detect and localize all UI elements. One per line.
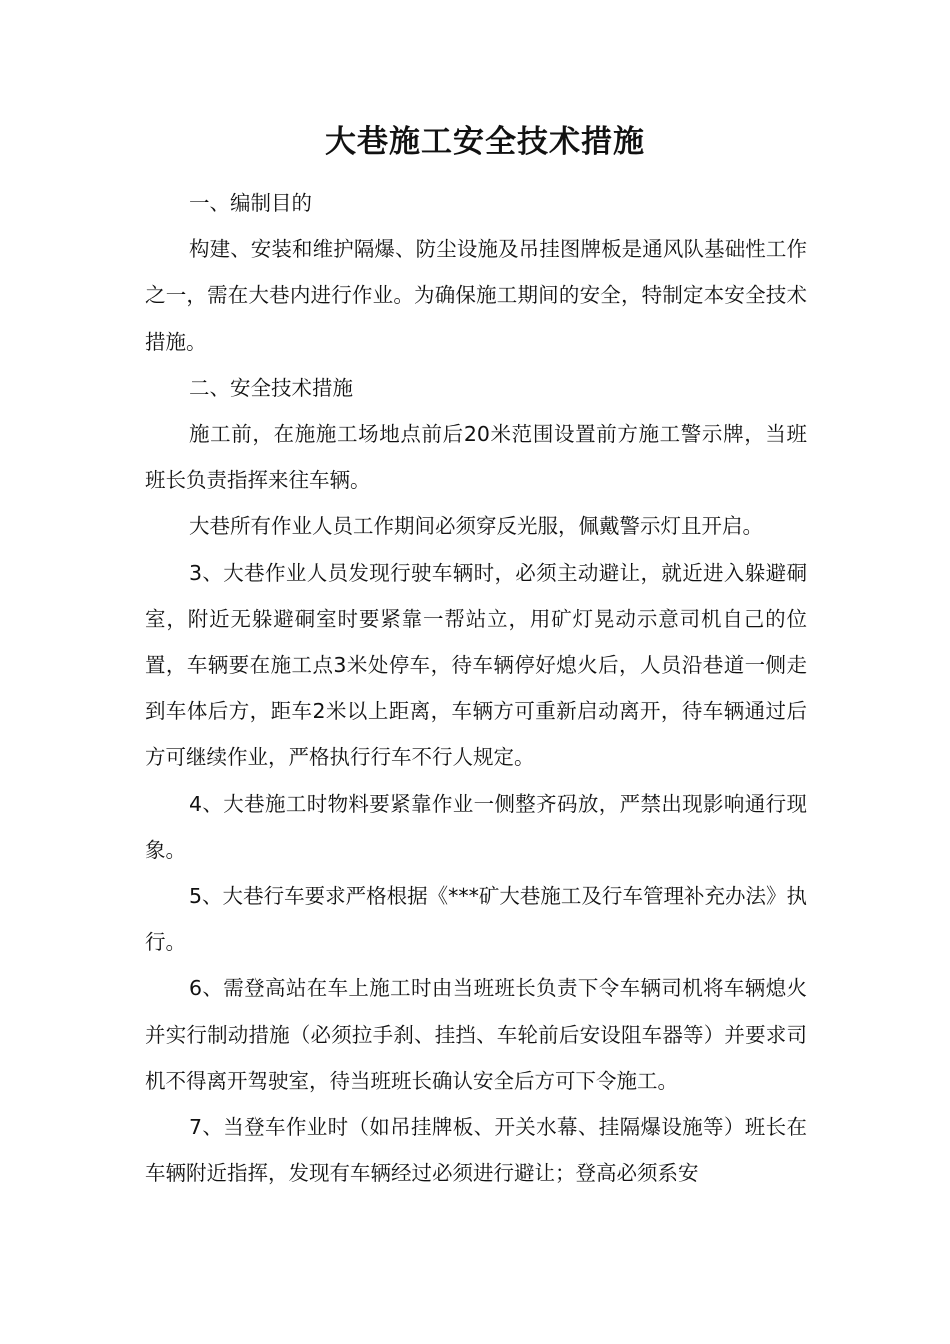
paragraph-measure-1: 施工前，在施施工场地点前后20米范围设置前方施工警示牌，当班班长负责指挥来往车辆。	[145, 422, 807, 493]
section-heading-measures: 二、安全技术措施	[189, 375, 353, 400]
paragraph-measure-4: 4、大巷施工时物料要紧靠作业一侧整齐码放，严禁出现影响通行现象。	[145, 791, 807, 862]
document-title: 大巷施工安全技术措施	[325, 124, 645, 160]
document-body	[145, 180, 807, 1196]
paragraph-purpose: 构建、安装和维护隔爆、防尘设施及吊挂图牌板是通风队基础性工作之一，需在大巷内进行作业。为确保施工期间的安全，特制定本安全技术措施。	[145, 237, 807, 354]
paragraph-measure-6: 6、需登高站在车上施工时由当班班长负责下令车辆司机将车辆熄火并实行制动措施（必须拉手刹、挂挡、车轮前后安设阻车器等）并要求司机不得离开驾驶室，待当班班长确认安全后方可下令施工。	[145, 976, 807, 1093]
paragraph-measure-3: 3、大巷作业人员发现行驶车辆时，必须主动避让，就近进入躲避硐室，附近无躲避硐室时要紧靠一帮站立，用矿灯晃动示意司机自己的位置，车辆要在施工点3米处停车，待车辆停好熄火后，人员沿巷道一侧走到车体后方，距车2米以上距离，车辆方可重新启动离开，待车辆通过后方可继续作业，严格执行行车不行人规定。	[145, 560, 807, 770]
paragraph-measure-7: 7、当登车作业时（如吊挂牌板、开关水幕、挂隔爆设施等）班长在车辆附近指挥，发现有车辆经过必须进行避让；登高必须系安	[145, 1115, 807, 1186]
section-heading-purpose: 一、编制目的	[189, 191, 312, 215]
paragraph-measure-5: 5、大巷行车要求严格根据《***矿大巷施工及行车管理补充办法》执行。	[145, 884, 807, 955]
paragraph-measure-2: 大巷所有作业人员工作期间必须穿反光服，佩戴警示灯且开启。	[189, 514, 763, 539]
